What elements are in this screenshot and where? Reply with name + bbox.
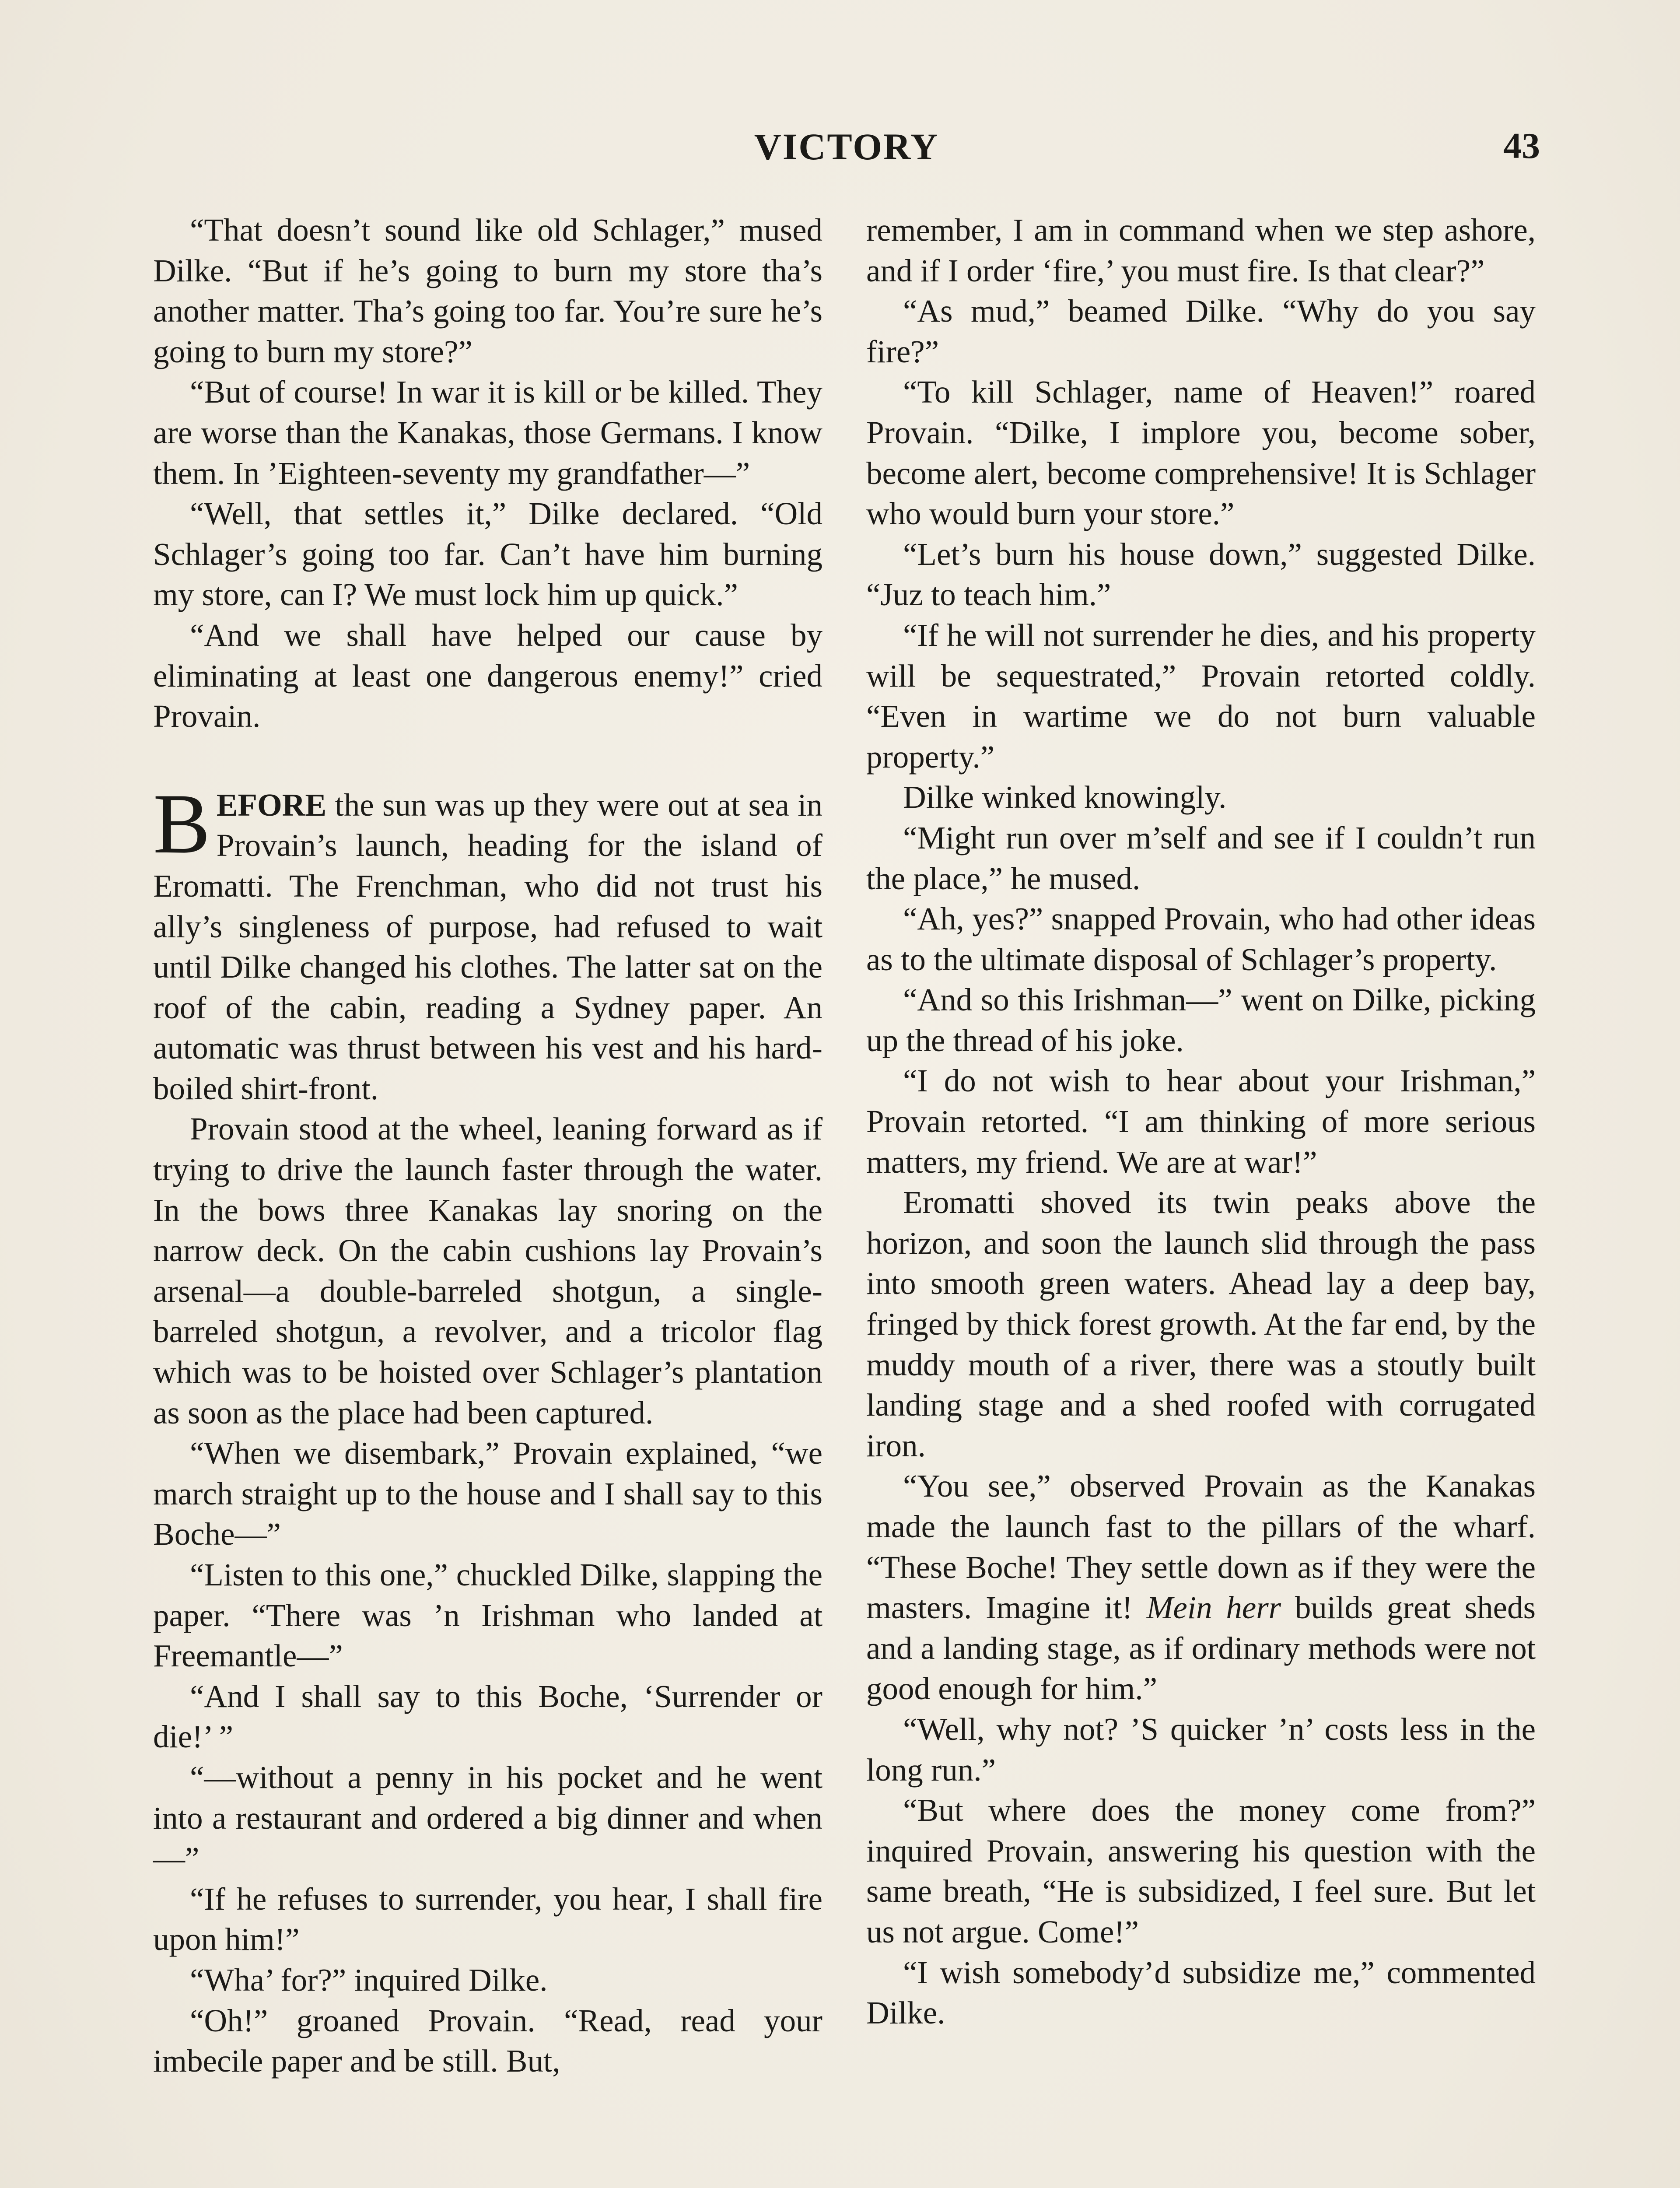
- paragraph: “And we shall have helped our cause by eliminating at least one dangerous enemy!” cried Provain.: [153, 617, 822, 734]
- paragraph: “Oh!” groaned Provain. “Read, read your imbecile paper and be still. But,: [153, 2002, 822, 2079]
- lead-in-word: EFORE: [216, 787, 327, 823]
- paragraph: Provain stood at the wheel, leaning forward as if trying to drive the launch faster through the water. In the bows three Kanakas lay snoring on the narrow deck. On the cabin cushions lay Provain’s arsenal—a double-barreled shotgun, a single-barreled shotgun, a revolver, and a tricolor flag which was to be hoisted over Schlager’s plantation as soon as the place had been captured.: [153, 1111, 822, 1431]
- paragraph: “To kill Schlager, name of Heaven!” roared Provain. “Dilke, I implore you, become sober, become alert, become comprehensive! It is Schlager who would burn your store.”: [866, 374, 1536, 532]
- paragraph: Eromatti shoved its twin peaks above the horizon, and soon the launch slid through the pass into smooth green waters. Ahead lay a deep bay, fringed by thick forest growth. At the far end, by the muddy mouth of a river, there was a stoutly built landing stage and a shed roofed with corrugated iron.: [866, 1185, 1536, 1463]
- paragraph: “I do not wish to hear about your Irishman,” Provain retorted. “I am thinking of more serious matters, my friend. We are at war!”: [866, 1063, 1536, 1180]
- paragraph: “Wha’ for?” inquired Dilke.: [190, 1962, 548, 1998]
- paragraph: “When we disembark,” Provain explained, “we march straight up to the house and I shall say to this Boche—”: [153, 1435, 822, 1552]
- section-text: the sun was up they were out at sea in Provain’s launch, heading for the island of Eromatti. The Frenchman, who did not trust his ally’s singleness of purpose, had refused to wait until Dilke changed his clothes. The latter sat on the roof of the cabin, reading a Sydney paper. An automatic was thrust between his vest and his hard-boiled shirt-front.: [153, 787, 822, 1106]
- paragraph: “As mud,” beamed Dilke. “Why do you say fire?”: [866, 293, 1536, 369]
- drop-cap: B: [153, 776, 210, 871]
- paragraph: Dilke winked knowingly.: [903, 779, 1227, 815]
- italic-phrase: Mein herr: [1146, 1590, 1281, 1626]
- paragraph: “—without a penny in his pocket and he went into a restaurant and ordered a big dinner and when—”: [153, 1759, 822, 1876]
- paragraph-text: builds great sheds and a landing stage, as if ordinary methods were not good enough for him.”: [866, 1590, 1536, 1707]
- page-title: VICTORY: [754, 126, 939, 168]
- paragraph: “And so this Irishman—” went on Dilke, picking up the thread of his joke.: [866, 982, 1536, 1058]
- continued-paragraph: remember, I am in command when we step ashore, and if I order ‘fire,’ you must fire. Is that clear?”: [866, 212, 1536, 288]
- paragraph: “Might run over m’self and see if I couldn’t run the place,” he mused.: [866, 820, 1536, 896]
- left-column: [153, 210, 822, 2082]
- paragraph: “Let’s burn his house down,” suggested Dilke. “Juz to teach him.”: [866, 536, 1536, 613]
- right-column: [866, 210, 1536, 2034]
- paragraph-text: “You see,” observed Provain as the Kanakas made the launch fast to the pillars of the wharf. “These Boche! They settle down as if they were the masters. Imagine it!: [866, 1468, 1536, 1626]
- paragraph: “Well, why not? ’S quicker ’n’ costs less in the long run.”: [866, 1711, 1536, 1788]
- paragraph: “If he refuses to surrender, you hear, I shall fire upon him!”: [153, 1881, 822, 1957]
- paragraph: “If he will not surrender he dies, and his property will be sequestrated,” Provain retorted coldly. “Even in wartime we do not burn valuable property.”: [866, 617, 1536, 775]
- paragraph: “And I shall say to this Boche, ‘Surrender or die!’ ”: [153, 1678, 822, 1755]
- paragraph: “Ah, yes?” snapped Provain, who had other ideas as to the ultimate disposal of Schlager’s property.: [866, 901, 1536, 977]
- paragraph-with-italic: [866, 1466, 1536, 1709]
- paragraph: “Listen to this one,” chuckled Dilke, slapping the paper. “There was ’n Irishman who landed at Freemantle—”: [153, 1557, 822, 1674]
- paragraph: “But where does the money come from?” inquired Provain, answering his question with the same breath, “He is subsidized, I feel sure. But let us not argue. Come!”: [866, 1792, 1536, 1950]
- paragraph: “But of course! In war it is kill or be killed. They are worse than the Kanakas, those Germans. I know them. In ’Eighteen-seventy my grandfather—”: [153, 374, 822, 491]
- paragraph: “Well, that settles it,” Dilke declared. “Old Schlager’s going too far. Can’t have him burning my store, can I? We must lock him up quick.”: [153, 496, 822, 613]
- section-opening-paragraph: [153, 776, 822, 1109]
- page-number: 43: [1503, 126, 1540, 166]
- paragraph: “I wish somebody’d subsidize me,” commented Dilke.: [866, 1954, 1536, 2031]
- paragraph: “That doesn’t sound like old Schlager,” mused Dilke. “But if he’s going to burn my store tha’s another matter. Tha’s going too far. You’re sure he’s going to burn my store?”: [153, 212, 822, 369]
- running-head: [153, 125, 1540, 177]
